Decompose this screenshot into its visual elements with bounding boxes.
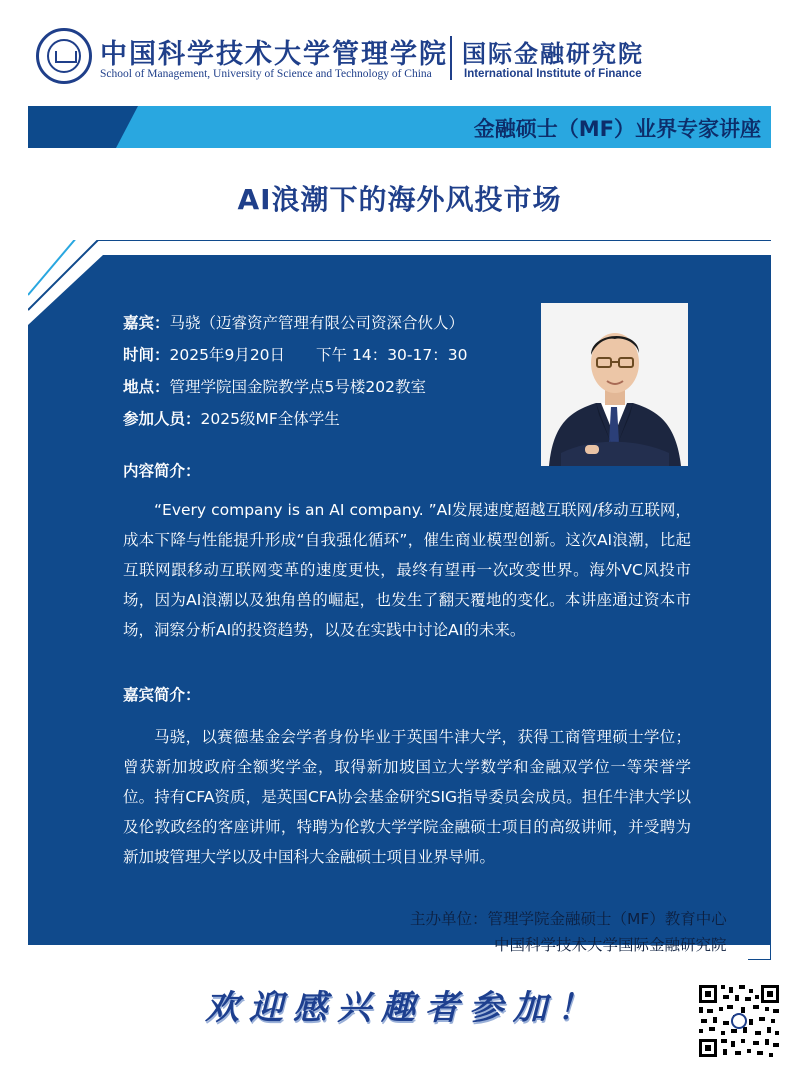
header-divider	[450, 36, 452, 80]
info-value: 马骁（迈睿资产管理有限公司资深合伙人）	[169, 314, 465, 332]
info-guest	[123, 311, 464, 333]
content-intro-heading: 内容简介：	[123, 462, 201, 480]
content-intro-text: “Every company is an AI company. ”AI发展速度超越互联网/移动互联网，成本下降与性能提升形成“自我强化循环”，催生商业模型创新。这次AI浪潮，比起互联网跟移动互联网变革的速度更快，最终有望再一次改变世界。海外VC风投市场，因为AI浪潮以及独角兽的崛起，也发生了翻天覆地的变化。本讲座通过资本市场，洞察分析AI的投资趋势，以及在实践中讨论AI的未来。	[123, 501, 691, 639]
series-banner-text: 金融硕士（MF）业界专家讲座	[473, 117, 761, 141]
institute-name-cn: 国际金融研究院	[462, 39, 644, 68]
school-name-en: School of Management, University of Science and Technology of China	[100, 68, 432, 80]
lecture-title: AI浪潮下的海外风投市场	[237, 183, 562, 216]
info-location	[123, 375, 426, 397]
guest-intro-text: 马骁，以赛德基金会学者身份毕业于英国牛津大学，获得工商管理硕士学位；曾获新加坡政府全额奖学金，取得新加坡国立大学数学和金融双学位一等荣誉学位。持有CFA资质，是英国CFA协会基金研究SIG指导委员会成员。担任牛津大学以及伦敦政经的客座讲师，特聘为伦敦大学学院金融硕士项目的高级讲师，并受聘为新加坡管理大学以及中国科大金融硕士项目业界导师。	[123, 728, 691, 866]
guest-photo	[541, 303, 688, 466]
info-value: 2025级MF全体学生	[200, 410, 340, 428]
info-label: 参加人员：	[123, 410, 201, 428]
welcome-slogan: 欢迎感兴趣者参加！	[205, 988, 601, 1028]
info-time	[123, 343, 467, 365]
guest-intro-heading: 嘉宾简介：	[123, 686, 201, 704]
university-seal-icon	[36, 28, 92, 84]
info-label: 时间：	[123, 346, 170, 364]
school-name-cn: 中国科学技术大学管理学院	[100, 39, 448, 70]
institute-name-en: International Institute of Finance	[464, 68, 642, 80]
series-banner	[28, 106, 771, 148]
qr-code-icon	[697, 983, 781, 1059]
info-value: 2025年9月20日 下午 14：30-17：30	[169, 346, 468, 364]
info-label: 地点：	[123, 378, 170, 396]
info-value: 管理学院国金院教学点5号楼202教室	[169, 378, 426, 396]
header	[0, 0, 799, 98]
host-line-2: 中国科学技术大学国际金融研究院	[494, 936, 727, 954]
host-line-1: 主办单位：管理学院金融硕士（MF）教育中心	[410, 910, 727, 928]
info-attendees	[123, 407, 340, 429]
info-label: 嘉宾：	[123, 314, 170, 332]
